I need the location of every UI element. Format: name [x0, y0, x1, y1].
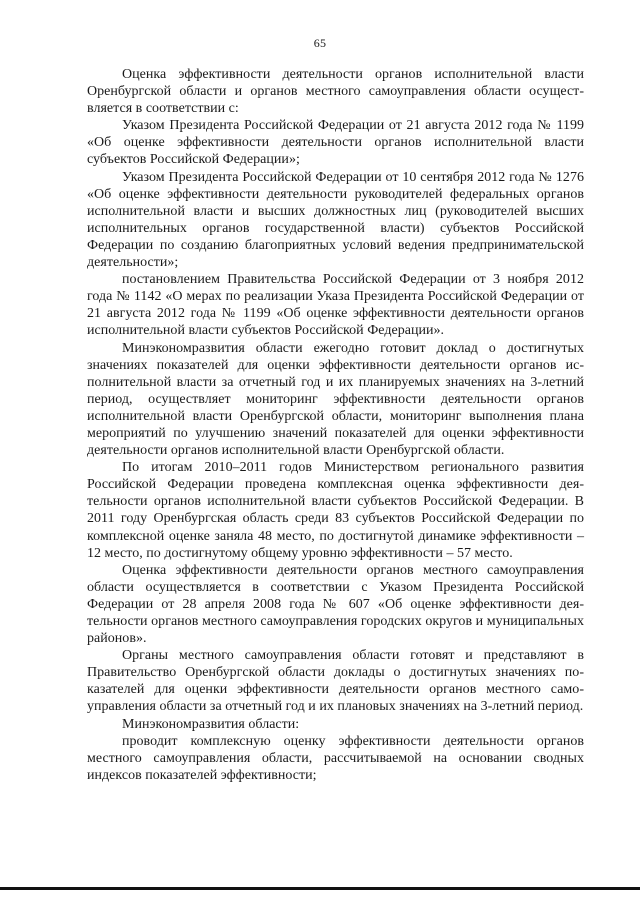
paragraph-local-government-assessment: Оценка эффективности деятельности органов местного самоуправления области осуществляется в соответствии с Указом Президента Российской Федерации от 28 апреля 2008 года № 607 «Об оценке эффективности деятельности органов местного самоуправления городских округов и муниципальных районов». [87, 562, 584, 647]
document-body [87, 66, 584, 784]
page-number: 65 [313, 36, 327, 50]
paragraph-decree-1199: Указом Президента Российской Федерации от 21 августа 2012 года № 1199 «Об оценке эффективности деятельности органов исполнительной власти субъектов Российской Федерации»; [87, 118, 584, 168]
paragraph-decree-1276: Указом Президента Российской Федерации от 10 сентября 2012 года № 1276 «Об оценке эффективности деятельности руководителей федеральных органов исполнительной власти и высших должностных лиц (руководителей высших исполнительных органов государственной власти) субъектов Российской Федерации по созданию благоприятных условий ведения предпринимательской деятельности»; [87, 169, 584, 271]
paragraph-results-2010-2011: По итогам 2010–2011 годов Министерством регионального развития Российской Федерации проведена комплексная оценка эффективности деятельности органов исполнительной власти субъектов Российской Федерации. В 2011 году Оренбургская область среди 83 субъектов Российской Федерации по комплексной оценке заняла 48 место, по достигнутой динамике эффективности – 12 место, по достигнутому общему уровню эффективности – 57 место. [87, 460, 584, 561]
paragraph-comprehensive-assessment: проводит комплексную оценку эффективности деятельности органов местного самоуправления области, рассчитываемой на основании сводных индексов показателей эффективности; [87, 733, 584, 783]
paragraph-resolution-1142: постановлением Правительства Российской Федерации от 3 ноября 2012 года № 1142 «О мерах по реализации Указа Президента Российской Федерации от 21 августа 2012 года № 1199 «Об оценке эффективности деятельности органов исполнительной власти субъектов Российской Федерации». [87, 272, 584, 339]
paragraph-ministry-report: Минэкономразвития области ежегодно готовит доклад о достигнутых значениях показателей для оценки эффективности деятельности органов исполнительной власти за отчетный год и их планируемых значениях на 3-летний период, осуществляет мониторинг эффективности деятельности органов исполнительной власти Оренбургской области, мониторинг выполнения плана мероприятий по улучшению значений показателей для оценки эффективности деятельности органов исполнительной власти Оренбургской области. [87, 340, 584, 459]
paragraph-intro: Оценка эффективности деятельности органов исполнительной власти Оренбургской области и органов местного самоуправления области осуществляется в соответствии с: [87, 67, 584, 117]
paragraph-local-reports: Органы местного самоуправления области готовят и представляют в Правительство Оренбургской области доклады о достигнутых значениях показателей для оценки эффективности деятельности органов местного самоуправления области за отчетный год и их плановых значениях на 3-летний период. [87, 648, 584, 715]
paragraph-ministry-heading: Минэкономразвития области: [122, 716, 300, 732]
bottom-rule [0, 887, 640, 890]
